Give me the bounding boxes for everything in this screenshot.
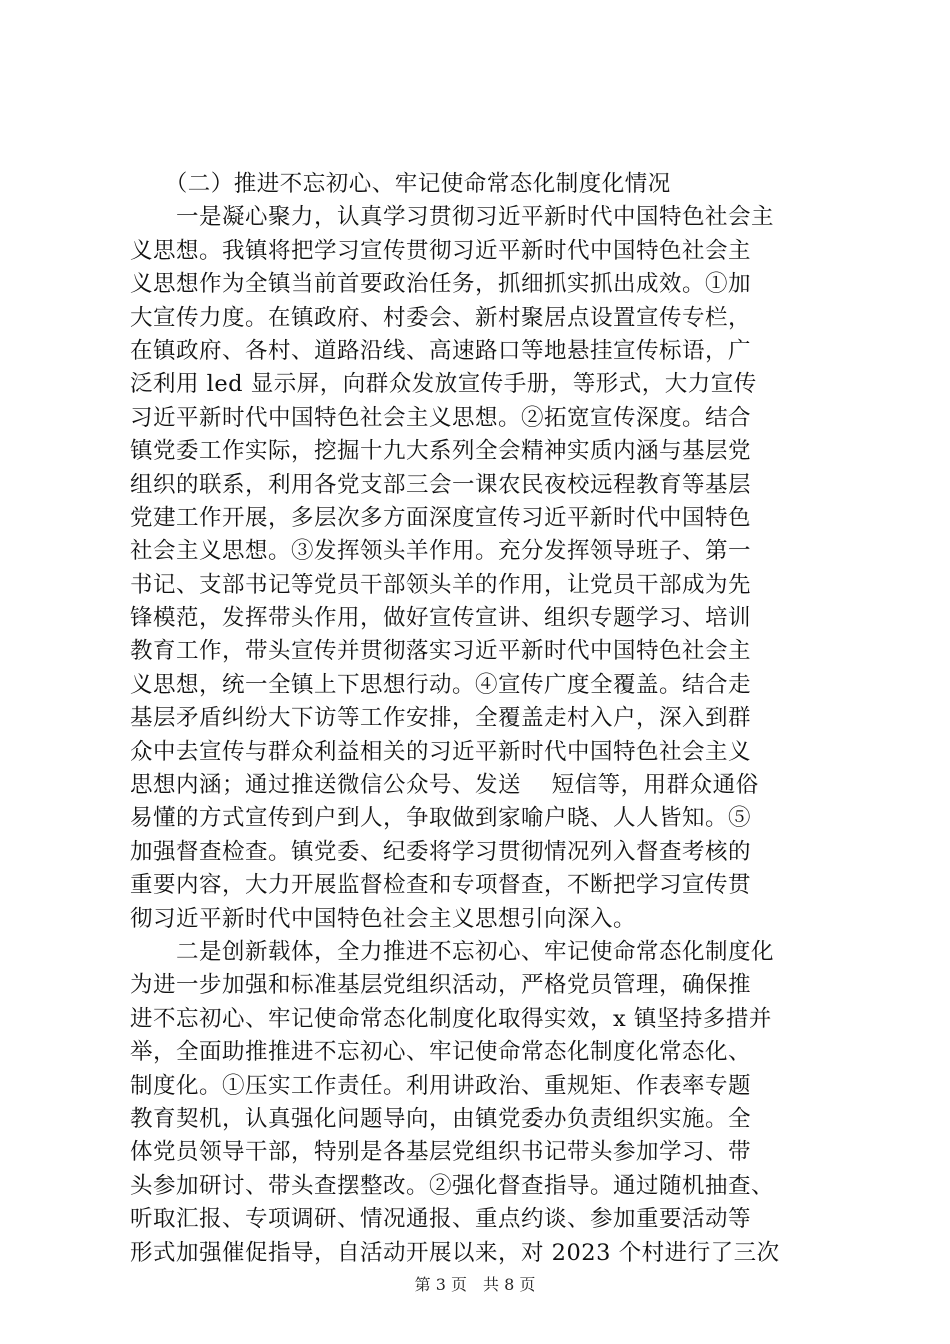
paragraph-line: 锋模范，发挥带头作用，做好宣传宣讲、组织专题学习、培训 [130,605,752,632]
page-number-footer: 第 3 页 共 8 页 [414,1275,536,1294]
paragraph-line: 义思想，统一全镇上下思想行动。④宣传广度全覆盖。结合走 [130,671,752,698]
paragraph-line: 重要内容，大力开展监督检查和专项督查，不断把学习宣传贯 [130,872,752,899]
paragraph-line: 加强督查检查。镇党委、纪委将学习贯彻情况列入督查考核的 [130,838,752,865]
paragraph-line: 大宣传力度。在镇政府、村委会、新村聚居点设置宣传专栏， [130,304,752,331]
paragraph-line: 体党员领导干部，特别是各基层党组织书记带头参加学习、带 [130,1139,752,1166]
paragraph-line: 义思想作为全镇当前首要政治任务，抓细抓实抓出成效。①加 [130,271,752,298]
paragraph-line: 听取汇报、专项调研、情况通报、重点约谈、参加重要活动等 [130,1206,752,1233]
paragraph-line: 举，全面助推推进不忘初心、牢记使命常态化制度化常态化、 [130,1039,752,1066]
paragraph-line: 泛利用 led 显示屏，向群众发放宣传手册，等形式，大力宣传 [130,371,757,398]
paragraph-line: 党建工作开展，多层次多方面深度宣传习近平新时代中国特色 [130,504,752,531]
section-heading: （二）推进不忘初心、牢记使命常态化制度化情况 [130,171,671,197]
paragraph-line: 众中去宣传与群众利益相关的习近平新时代中国特色社会主义 [130,738,752,765]
paragraph-line: 制度化。①压实工作责任。利用讲政治、重规矩、作表率专题 [130,1072,752,1099]
paragraph-line: 在镇政府、各村、道路沿线、高速路口等地悬挂宣传标语，广 [130,337,752,364]
paragraph-line: 社会主义思想。③发挥领头羊作用。充分发挥领导班子、第一 [130,538,752,565]
paragraph-line: 书记、支部书记等党员干部领头羊的作用，让党员干部成为先 [130,571,752,598]
paragraph-line: 基层矛盾纠纷大下访等工作安排，全覆盖走村入户，深入到群 [130,705,752,732]
paragraph-line: 彻习近平新时代中国特色社会主义思想引向深入。 [130,905,637,932]
paragraph-line: 为进一步加强和标准基层党组织活动，严格党员管理，确保推 [130,972,752,999]
paragraph-line: 教育工作，带头宣传并贯彻落实习近平新时代中国特色社会主 [130,638,752,665]
paragraph-line: 一是凝心聚力，认真学习贯彻习近平新时代中国特色社会主 [130,204,775,231]
paragraph-line: 头参加研讨、带头查摆整改。②强化督查指导。通过随机抽查、 [130,1172,775,1199]
paragraph-line: 思想内涵；通过推送微信公众号、发送 短信等，用群众通俗 [130,772,759,799]
paragraph-line: 易懂的方式宣传到户到人，争取做到家喻户晓、人人皆知。⑤ [130,805,752,832]
paragraph-line: 教育契机，认真强化问题导向，由镇党委办负责组织实施。全 [130,1105,752,1132]
paragraph-line: 习近平新时代中国特色社会主义思想。②拓宽宣传深度。结合 [130,404,752,431]
paragraph-line: 镇党委工作实际，挖掘十九大系列全会精神实质内涵与基层党 [130,438,752,465]
paragraph-line: 义思想。我镇将把学习宣传贯彻习近平新时代中国特色社会主 [130,237,752,264]
paragraph-line: 形式加强催促指导，自活动开展以来，对 2023 个村进行了三次 [130,1239,780,1266]
document-body [130,168,830,1270]
paragraph-line: 进不忘初心、牢记使命常态化制度化取得实效，x 镇坚持多措并 [130,1005,772,1032]
paragraph-line: 二是创新载体，全力推进不忘初心、牢记使命常态化制度化 [130,938,775,965]
paragraph-line: 组织的联系，利用各党支部三会一课农民夜校远程教育等基层 [130,471,752,498]
